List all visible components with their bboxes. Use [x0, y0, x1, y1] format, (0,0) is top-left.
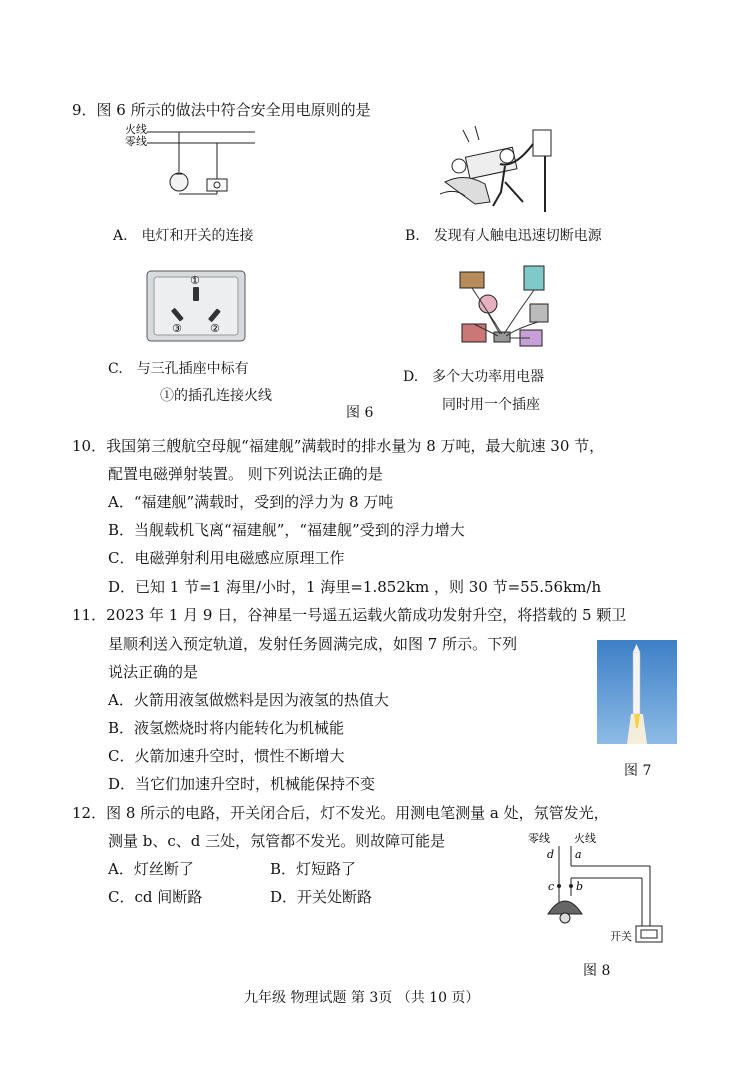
socket-hole-2-label: ②: [210, 322, 220, 335]
svg-text:c: c: [548, 880, 555, 893]
figure-overloaded-socket: [458, 262, 553, 357]
switch-icon: [207, 179, 227, 191]
q11-option-c: C．火箭加速升空时，惯性不断增大: [108, 747, 345, 765]
q10-option-a: A．“福建舰”满载时，受到的浮力为 8 万吨: [108, 493, 394, 511]
q10-stem-line2: 配置电磁弹射装置。 则下列说法正确的是: [108, 465, 383, 483]
switch-label: 开关: [610, 930, 632, 943]
q10-option-b: B．当舰载机飞离“福建舰”，“福建舰”受到的浮力增大: [108, 521, 465, 539]
neutral-wire-label: 零线: [125, 135, 147, 148]
q9-option-c-line1: C. 与三孔插座中标有: [108, 361, 249, 377]
q10-option-c: C．电磁弹射利用电磁感应原理工作: [108, 549, 345, 567]
q12-stem-line1: 12．图 8 所示的电路，开关闭合后，灯不发光。用测电笔测量 a 处，氖管发光，: [72, 804, 609, 822]
q9-option-d-line1: D. 多个大功率用电器: [403, 369, 545, 385]
live-wire-label: 火线: [574, 832, 596, 845]
socket-hole-3-label: ③: [172, 322, 182, 335]
svg-text:a: a: [575, 848, 582, 861]
q10-stem-line1: 10．我国第三艘航空母舰“福建舰”满载时的排水量为 8 万吨，最大航速 30 节，: [72, 437, 605, 455]
q10-option-d: D．已知 1 节=1 海里/小时，1 海里=1.852km ，则 30 节=55.56km/h: [108, 578, 602, 596]
figure-rocket-launch-photo: [597, 640, 677, 744]
q9-stem: 9．图 6 所示的做法中符合安全用电原则的是: [72, 101, 371, 119]
q11-option-b: B．液氢燃烧时将内能转化为机械能: [108, 719, 345, 737]
socket-hole-1-label: ①: [190, 274, 200, 287]
q11-option-a: A．火箭用液氢做燃料是因为液氢的热值大: [108, 691, 389, 709]
page-footer: 九年级 物理试题 第 3页 （共 10 页）: [244, 990, 480, 1006]
live-wire-label: 火线: [125, 123, 147, 136]
q11-stem-line2: 星顺利送入预定轨道，发射任务圆满完成，如图 7 所示。下列: [108, 635, 518, 653]
figure-lamp-switch-circuit: [125, 122, 255, 207]
svg-text:d: d: [547, 848, 555, 861]
q9-option-d-line2: 同时用一个插座: [442, 397, 540, 413]
q12-option-d: D．开关处断路: [270, 888, 373, 906]
figure-circuit-diagram: [520, 830, 680, 950]
figure-three-hole-socket: [146, 270, 246, 342]
q11-stem-line1: 11．2023 年 1 月 9 日，谷神星一号遥五运载火箭成功发射升空，将搭载的 5 颗卫: [72, 606, 627, 624]
figure-rescue-scene: [435, 122, 560, 212]
figure-6-caption: 图 6: [346, 405, 374, 421]
q9-option-a: A. 电灯和开关的连接: [113, 228, 254, 244]
q12-option-b: B．灯短路了: [270, 860, 357, 878]
q9-option-b: B. 发现有人触电迅速切断电源: [405, 228, 602, 244]
svg-text:b: b: [576, 880, 584, 893]
bulb-icon: [170, 173, 188, 191]
lamp-icon: [548, 901, 582, 914]
neutral-wire-label: 零线: [528, 832, 550, 845]
q12-option-c: C．cd 间断路: [108, 888, 203, 906]
q12-option-a: A．灯丝断了: [108, 860, 194, 878]
q11-stem-line3: 说法正确的是: [108, 663, 199, 681]
figure-7-caption: 图 7: [624, 763, 652, 779]
q11-option-d: D．当它们加速升空时，机械能保持不变: [108, 775, 376, 793]
rocket-icon: [633, 652, 640, 714]
q9-option-c-line2: ①的插孔连接火线: [160, 388, 272, 404]
q12-stem-line2: 测量 b、c、d 三处，氖管都不发光。则故障可能是: [108, 832, 446, 850]
figure-8-caption: 图 8: [583, 963, 611, 979]
